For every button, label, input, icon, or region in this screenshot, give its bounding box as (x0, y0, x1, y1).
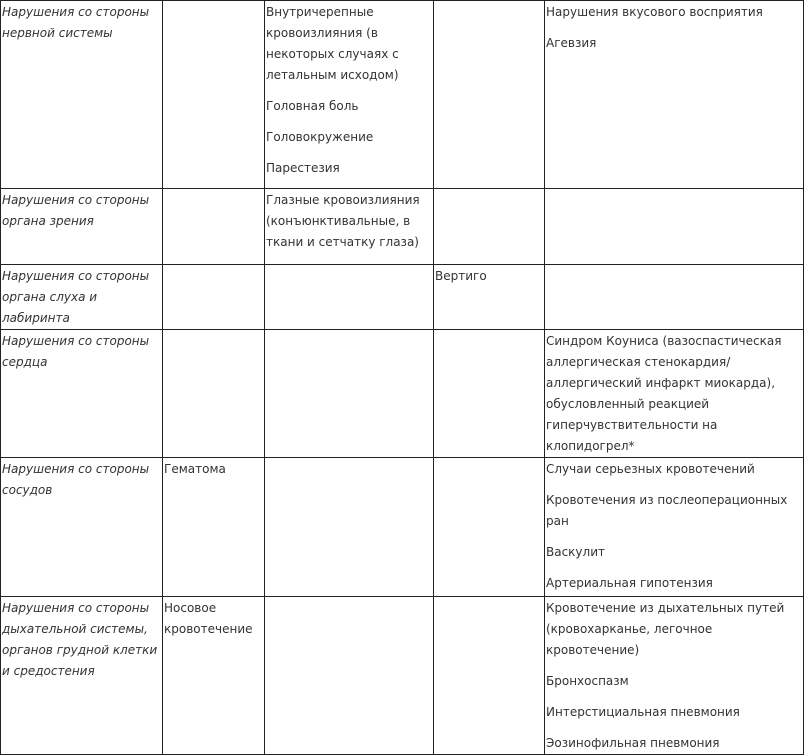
frequency-cell-col3 (434, 330, 545, 458)
frequency-cell-col3 (434, 189, 545, 265)
reaction-item: Агевзия (546, 36, 597, 50)
frequency-cell-col4 (545, 265, 804, 330)
organ-system-cell: Нарушения со стороны нервной системы (1, 1, 163, 189)
frequency-cell-col4 (545, 458, 804, 597)
reaction-item: Случаи серьезных кровотечений (546, 462, 755, 476)
organ-system-cell: Нарушения со стороны органа зрения (1, 189, 163, 265)
frequency-cell-col1 (163, 265, 265, 330)
reaction-item: Кровотечения из послеоперационных ран (546, 493, 788, 528)
reaction-item: Нарушения вкусового восприятия (546, 5, 763, 19)
table-row (1, 265, 804, 330)
reaction-item: Интерстициальная пневмония (546, 705, 740, 719)
frequency-cell-col2 (265, 265, 434, 330)
frequency-cell-col4 (545, 1, 804, 189)
reaction-item: Глазные кровоизлияния (конъюнктивальные, в ткани и сетчатку глаза) (266, 193, 420, 249)
reaction-item: Вертиго (435, 269, 487, 283)
frequency-cell-col2 (265, 597, 434, 755)
organ-system-cell: Нарушения со стороны органа слуха и лабиринта (1, 265, 163, 330)
table-body (1, 1, 804, 755)
reaction-item: Гематома (164, 462, 226, 476)
organ-system-cell: Нарушения со стороны дыхательной системы, органов грудной клетки и средостения (1, 597, 163, 755)
reaction-item: Бронхоспазм (546, 674, 629, 688)
reaction-item: Васкулит (546, 545, 605, 559)
frequency-cell-col2 (265, 1, 434, 189)
organ-system-cell: Нарушения со стороны сосудов (1, 458, 163, 597)
frequency-cell-col1 (163, 330, 265, 458)
table-row (1, 458, 804, 597)
table-row (1, 1, 804, 189)
frequency-cell-col3 (434, 1, 545, 189)
table-row (1, 597, 804, 755)
frequency-cell-col4 (545, 597, 804, 755)
frequency-cell-col2 (265, 330, 434, 458)
table-row (1, 189, 804, 265)
organ-system-cell: Нарушения со стороны сердца (1, 330, 163, 458)
frequency-cell-col2 (265, 189, 434, 265)
frequency-cell-col1 (163, 189, 265, 265)
reaction-item: Парестезия (266, 161, 340, 175)
reaction-item: Синдром Коуниса (вазоспастическая аллергическая стенокардия/ аллергический инфаркт миокарда), обусловленный реакцией гиперчувствительности на клопидогрел* (546, 334, 782, 453)
frequency-cell-col2 (265, 458, 434, 597)
reaction-item: Носовое кровотечение (164, 601, 253, 636)
table-row (1, 330, 804, 458)
reaction-item: Эозинофильная пневмония (546, 736, 720, 750)
frequency-cell-col4 (545, 189, 804, 265)
frequency-cell-col1 (163, 1, 265, 189)
frequency-cell-col1 (163, 597, 265, 755)
frequency-cell-col3 (434, 458, 545, 597)
frequency-cell-col3 (434, 597, 545, 755)
reaction-item: Кровотечение из дыхательных путей (кровохарканье, легочное кровотечение) (546, 601, 785, 657)
reaction-item: Артериальная гипотензия (546, 576, 713, 590)
frequency-cell-col4 (545, 330, 804, 458)
reaction-item: Головокружение (266, 130, 374, 144)
frequency-cell-col1 (163, 458, 265, 597)
reaction-item: Внутричерепные кровоизлияния (в некоторых случаях с летальным исходом) (266, 5, 399, 82)
frequency-cell-col3 (434, 265, 545, 330)
reaction-item: Головная боль (266, 99, 359, 113)
